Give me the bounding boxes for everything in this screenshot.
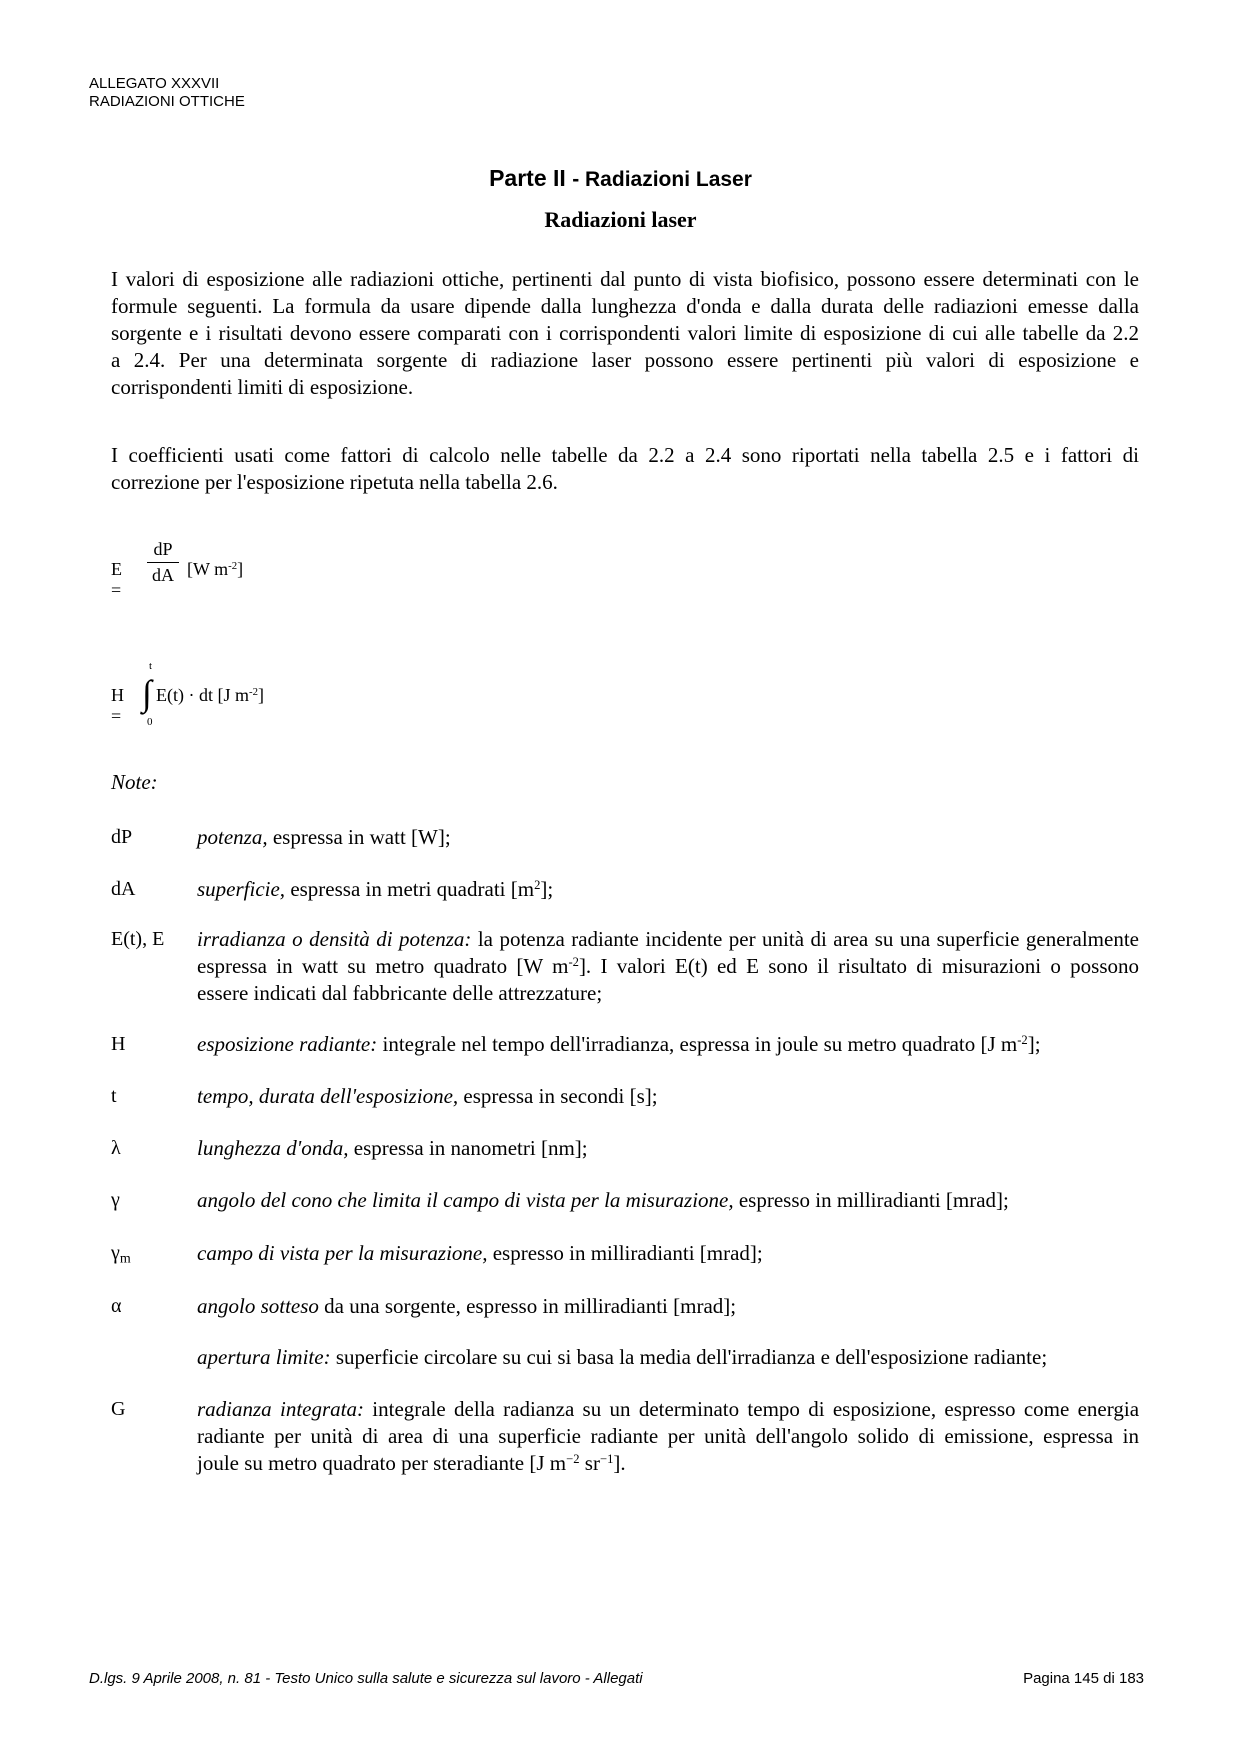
note-symbol: G: [111, 1398, 126, 1420]
note-symbol: H: [111, 1033, 126, 1055]
note-definition: superficie, espressa in metri quadrati $[m^2]$;: [197, 877, 554, 901]
header-allegato: ALLEGATO XXXVII: [89, 75, 220, 92]
note-definition: irradianza o densità di potenza: la potenza radiante incidente per unità di area su una superficie generalmente espressa in watt su metro quadrato [W $m^{-2}$]. I valori E(t) ed E sono il risultato di misurazioni o possono essere indicati dal fabbricante delle attrezzature;: [197, 927, 1139, 1005]
paragraph-line: a 2.4. Per una determinata sorgente di radiazione laser possono essere pertinenti più valori di esposizione e: [111, 348, 1139, 372]
note-symbol: α: [111, 1295, 122, 1317]
note-symbol: $\gamma_m$: [111, 1242, 131, 1267]
note-symbol: dA: [111, 878, 136, 900]
formula-e-numerator: dP: [147, 539, 179, 563]
footer-source: D.lgs. 9 Aprile 2008, n. 81 - Testo Unico sulla salute e sicurezza sul lavoro - Allegati: [89, 1670, 643, 1687]
part-title: [0, 165, 1241, 192]
note-symbol: t: [111, 1085, 117, 1107]
note-definition: esposizione radiante: integrale nel tempo dell'irradianza, espressa in joule su metro quadrato [J $m^{-2}$];: [197, 1032, 1041, 1056]
integral-sign: ∫: [142, 673, 152, 713]
part-title-sub: - Radiazioni Laser: [572, 168, 752, 191]
formula-e-unit: [W $m^{-2}$]: [187, 559, 244, 579]
paragraph-line: correzione per l'esposizione ripetuta nella tabella 2.6.: [111, 470, 558, 494]
part-title-main: Parte II: [489, 165, 566, 191]
note-symbol: E(t), E: [111, 928, 165, 950]
note-definition: radianza integrata: integrale della radianza su un determinato tempo di esposizione, espresso come energia radiante per unità di area di una superficie radiante per unità dell'angolo solido di emissione, espressa in joule su metro quadrato per steradiante [J $m^{-2}$ $sr^{-1}$].: [197, 1397, 1140, 1475]
note-definition: apertura limite: superficie circolare su cui si basa la media dell'irradianza e dell'esposizione radiante;: [197, 1345, 1048, 1369]
formula-e-fraction: [147, 539, 179, 586]
intro-paragraph: [111, 266, 1139, 401]
note-symbol: dP: [111, 826, 133, 848]
paragraph-line: corrispondenti limiti di esposizione.: [111, 375, 414, 399]
formula-h-lhs: H =: [111, 685, 124, 726]
note-symbol: λ: [111, 1137, 121, 1159]
header-section: RADIAZIONI OTTICHE: [89, 93, 245, 110]
note-symbol: γ: [111, 1189, 120, 1211]
formula-e-lhs: E =: [111, 559, 122, 600]
integral-upper-limit: t: [149, 660, 153, 672]
note-definition: tempo, durata dell'esposizione, espressa in secondi [s];: [197, 1084, 658, 1108]
paragraph-line: I valori di esposizione alle radiazioni ottiche, pertinenti dal punto di vista biofisico, possono essere determinati con le: [111, 267, 1139, 291]
note-definition: lunghezza d'onda, espressa in nanometri [nm];: [197, 1136, 588, 1160]
note-definition: angolo sotteso da una sorgente, espresso in milliradianti [mrad];: [197, 1294, 737, 1318]
section-title: Radiazioni laser: [544, 207, 697, 232]
formula-e-denominator: dA: [152, 565, 174, 585]
notes-label: Note:: [111, 770, 158, 794]
note-definition: campo di vista per la misurazione, espresso in milliradianti [mrad];: [197, 1241, 763, 1265]
note-definition: potenza, espressa in watt [W];: [197, 825, 451, 849]
coefficients-paragraph: [111, 442, 1139, 496]
paragraph-line: I coefficienti usati come fattori di calcolo nelle tabelle da 2.2 a 2.4 sono riportati nella tabella 2.5 e i fattori di: [111, 443, 1139, 467]
page-number: Pagina 145 di 183: [1023, 1670, 1144, 1687]
paragraph-line: formule seguenti. La formula da usare dipende dalla lunghezza d'onda e dalla durata delle radiazioni emesse dalla: [111, 294, 1139, 318]
paragraph-line: sorgente e i risultati devono essere comparati con i corrispondenti valori limite di esposizione di cui alle tabelle da 2.2: [111, 321, 1139, 345]
formula-h-body: E(t) · dt [J $m^{-2}$]: [156, 685, 264, 705]
integral-lower-limit: 0: [147, 716, 153, 728]
note-definition: angolo del cono che limita il campo di vista per la misurazione, espresso in milliradianti [mrad];: [197, 1188, 1009, 1212]
